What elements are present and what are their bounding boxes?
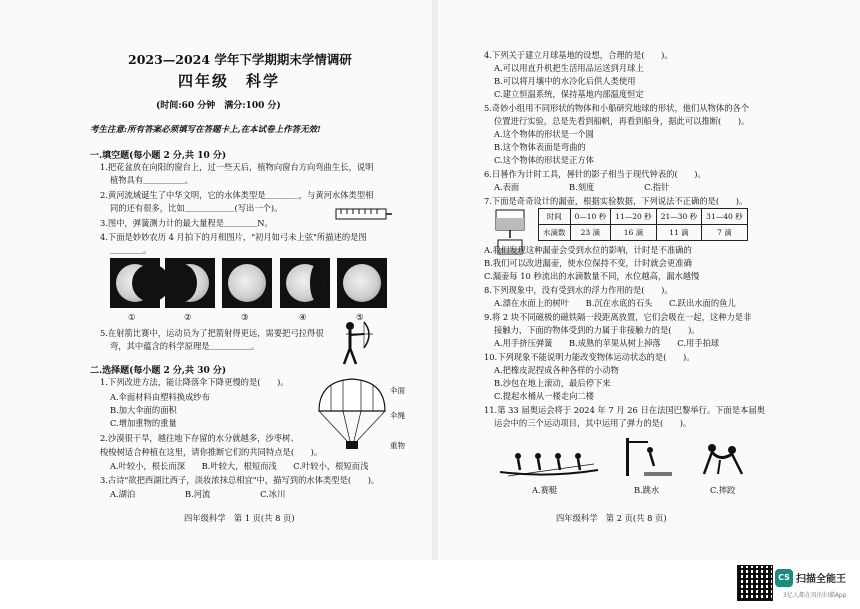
qr-code-icon — [737, 565, 773, 601]
question-1-line-2: 植物具有＿＿＿＿＿。 — [110, 175, 193, 185]
table-cell: 11—20 秒 — [611, 209, 656, 225]
camscanner-logo: CS — [775, 569, 793, 587]
table-row — [539, 225, 748, 241]
parachute-label-weight: 重物 — [390, 441, 405, 450]
left-page-footer: 四年级科学 第 1 页(共 8 页) — [184, 513, 295, 523]
question-4-line-2: ＿＿＿＿。 — [110, 245, 152, 255]
question-2-line-1: 2.黄河流域诞生了中华文明，它的水体类型是＿＿＿＿，与黄河水体类型相 — [100, 190, 374, 200]
choice-2-line-1: 2.沙漠很干旱，越往地下存留的水分就越多，沙枣树、 — [100, 433, 299, 443]
moon-phase-2 — [165, 258, 215, 308]
diving-figure — [624, 436, 674, 478]
choice-1-option-a: A.伞面材料由塑料换成纱布 — [110, 392, 210, 402]
section-choice: 二.选择题(每小题 2 分,共 30 分) — [90, 366, 227, 376]
choice-5-line-2: 位置进行实验，总是先看到船帆，再看到船身，据此可以推断( )。 — [494, 116, 750, 126]
parachute-label-lines: 伞绳 — [390, 411, 405, 420]
table-cell: 31—40 秒 — [702, 209, 747, 225]
choice-5-option-c: C.这个物体的形状是正方体 — [494, 155, 594, 165]
moon-phase-4 — [280, 258, 330, 308]
scanner-watermark-area — [0, 560, 860, 609]
choice-1-option-c: C.增加重物的重量 — [110, 418, 177, 428]
table-cell: 时间 — [539, 209, 571, 225]
question-1-line-1: 1.把花盆放在向阳的窗台上，过一些天后，植物向窗台方向弯曲生长，说明 — [100, 162, 374, 172]
question-5-line-1: 5.在射箭比赛中，运动员为了把箭射得更远，需要把弓拉得很 — [100, 328, 324, 338]
choice-1-option-b: B.加大伞面的面积 — [110, 405, 177, 415]
moon-label-1: ① — [128, 312, 136, 322]
choice-7-option-a: A.我们发现这种漏壶会受到水位的影响，计时是不准确的 — [484, 245, 692, 255]
choice-9-line-2: 接触力，下面的物体受到的力属于非接触力的是( )。 — [494, 325, 700, 335]
moon-phase-1 — [110, 258, 160, 308]
choice-8: 8.下列现象中，没有受到水的浮力作用的是( )。 — [484, 285, 673, 295]
table-cell: 0—10 秒 — [570, 209, 611, 225]
exam-page-right — [438, 0, 860, 560]
exam-note: 考生注意:所有答案必须填写在答题卡上,在本试卷上作答无效! — [90, 125, 321, 135]
exam-meta: (时间:60 分钟 满分:100 分) — [156, 101, 281, 111]
choice-4-option-b: B.可以将月壤中的水冷化后供人类使用 — [494, 76, 636, 86]
archer-figure — [338, 320, 374, 366]
parachute-label-canopy: 伞面 — [390, 386, 405, 395]
table-cell: 23 滴 — [570, 225, 611, 241]
choice-10: 10.下列现象不能说明力能改变物体运动状态的是( )。 — [484, 352, 695, 362]
choice-2-line-2: 梭梭树适合种植在这里，请你推断它们的共同特点是( )。 — [100, 447, 323, 457]
choice-3-options: A.湖泊 B.河流 C.冰川 — [110, 489, 286, 499]
table-cell: 21—30 秒 — [656, 209, 701, 225]
choice-9-options: A.用手挤压弹簧 B.成熟的苹果从树上掉落 C.用手拍球 — [494, 338, 720, 348]
choice-11-line-1: 11.第 33 届奥运会将于 2024 年 7 月 26 日在法国巴黎举行。下面是本届奥 — [484, 405, 765, 415]
choice-6: 6.日晷作为计时工具，晷针的影子相当于现代钟表的( )。 — [484, 169, 706, 179]
right-page-footer: 四年级科学 第 2 页(共 8 页) — [556, 513, 667, 523]
moon-label-3: ③ — [241, 312, 249, 322]
choice-10-option-b: B.沙包在地上滚动，最后停下来 — [494, 378, 611, 388]
choice-10-option-a: A.把橡皮泥捏成各种各样的小动物 — [494, 365, 619, 375]
spring-scale-figure — [335, 205, 393, 223]
rowing-figure — [498, 448, 602, 478]
choice-3: 3.古诗"欲把西湖比西子，淡妆浓抹总相宜"中，描写到的水体类型是( )。 — [100, 475, 380, 485]
exam-title: 2023—2024 学年下学期期末学情调研 — [128, 52, 352, 67]
choice-4-option-c: C.建立恒温系统，保持基地内部温度恒定 — [494, 89, 644, 99]
question-3: 3.图中，弹簧测力计的最大量程是＿＿＿＿N。 — [100, 218, 273, 228]
moon-label-5: ⑤ — [356, 312, 364, 322]
choice-5-option-b: B.这个物体表面是弯曲的 — [494, 142, 586, 152]
choice-9-line-1: 9.将 2 块不同磁极的磁铁隔一段距离放置，它们会吸在一起，这种力是非 — [484, 312, 752, 322]
choice-4-option-a: A.可以用直升机把生活用品运送到月球上 — [494, 63, 644, 73]
table-cell: 水滴数 — [539, 225, 571, 241]
choice-11-line-2: 运会中的三个运动项目，其中运用了弹力的是( )。 — [494, 418, 692, 428]
choice-4: 4.下列关于建立月球基地的设想，合理的是( )。 — [484, 50, 673, 60]
water-drip-table — [538, 208, 748, 241]
exam-page-left — [0, 0, 432, 560]
moon-phase-3 — [222, 258, 272, 308]
parachute-figure — [315, 375, 390, 455]
table-header-row — [539, 209, 748, 225]
sport-label-diving: B.跳水 — [634, 485, 660, 495]
moon-label-2: ② — [184, 312, 192, 322]
scanner-slogan: 3亿人都在用的扫描App — [783, 592, 847, 599]
choice-5-line-1: 5.奇妙小组用不同形状的物体和小船研究地球的形状，他们从物体的各个 — [484, 103, 750, 113]
choice-8-options: A.漂在水面上的树叶 B.沉在水底的石头 C.跃出水面的鱼儿 — [494, 298, 736, 308]
question-2-line-2: 同的还有很多，比如＿＿＿＿＿＿(写出一个)。 — [110, 203, 283, 213]
choice-2-options: A.叶较小，根长而深 B.叶较大，根短而浅 C.叶较小，根短而浅 — [110, 461, 369, 471]
table-cell: 7 滴 — [702, 225, 747, 241]
wrestling-figure — [698, 440, 748, 478]
choice-5-option-a: A.这个物体的形状是一个圆 — [494, 129, 594, 139]
sport-label-rowing: A.赛艇 — [532, 485, 558, 495]
exam-subtitle: 四年级 科学 — [178, 72, 281, 90]
scanner-app-name: 扫描全能王 — [796, 574, 846, 585]
choice-10-option-c: C.提起水桶从一楼走向二楼 — [494, 391, 594, 401]
moon-phase-5 — [337, 258, 387, 308]
choice-7-option-b: B.我们可以改进漏壶，使水位保持不变，计时就会更准确 — [484, 258, 692, 268]
table-cell: 16 滴 — [611, 225, 656, 241]
sport-label-wrestling: C.摔跤 — [710, 485, 736, 495]
choice-7: 7.下面是奇奇设计的漏壶，根据实验数据，下列说法不正确的是( )。 — [484, 196, 748, 206]
moon-label-4: ④ — [299, 312, 307, 322]
table-cell: 11 滴 — [656, 225, 701, 241]
choice-6-options: A.表面 B.刻度 C.指针 — [494, 182, 670, 192]
choice-1: 1.下列改进方法，能让降落伞下降更慢的是( )。 — [100, 377, 289, 387]
question-5-line-2: 弯，其中蕴含的科学原理是＿＿＿＿＿。 — [110, 341, 260, 351]
choice-7-option-c: C.漏壶每 10 秒流出的水滴数量不同，水位越高，漏水越慢 — [484, 271, 700, 281]
section-fill-in: 一.填空题(每小题 2 分,共 10 分) — [90, 151, 227, 161]
question-4-line-1: 4.下面是妙妙农历 4 月拍下的月相图片，"初月如弓未上弦"所描述的是图 — [100, 232, 367, 242]
